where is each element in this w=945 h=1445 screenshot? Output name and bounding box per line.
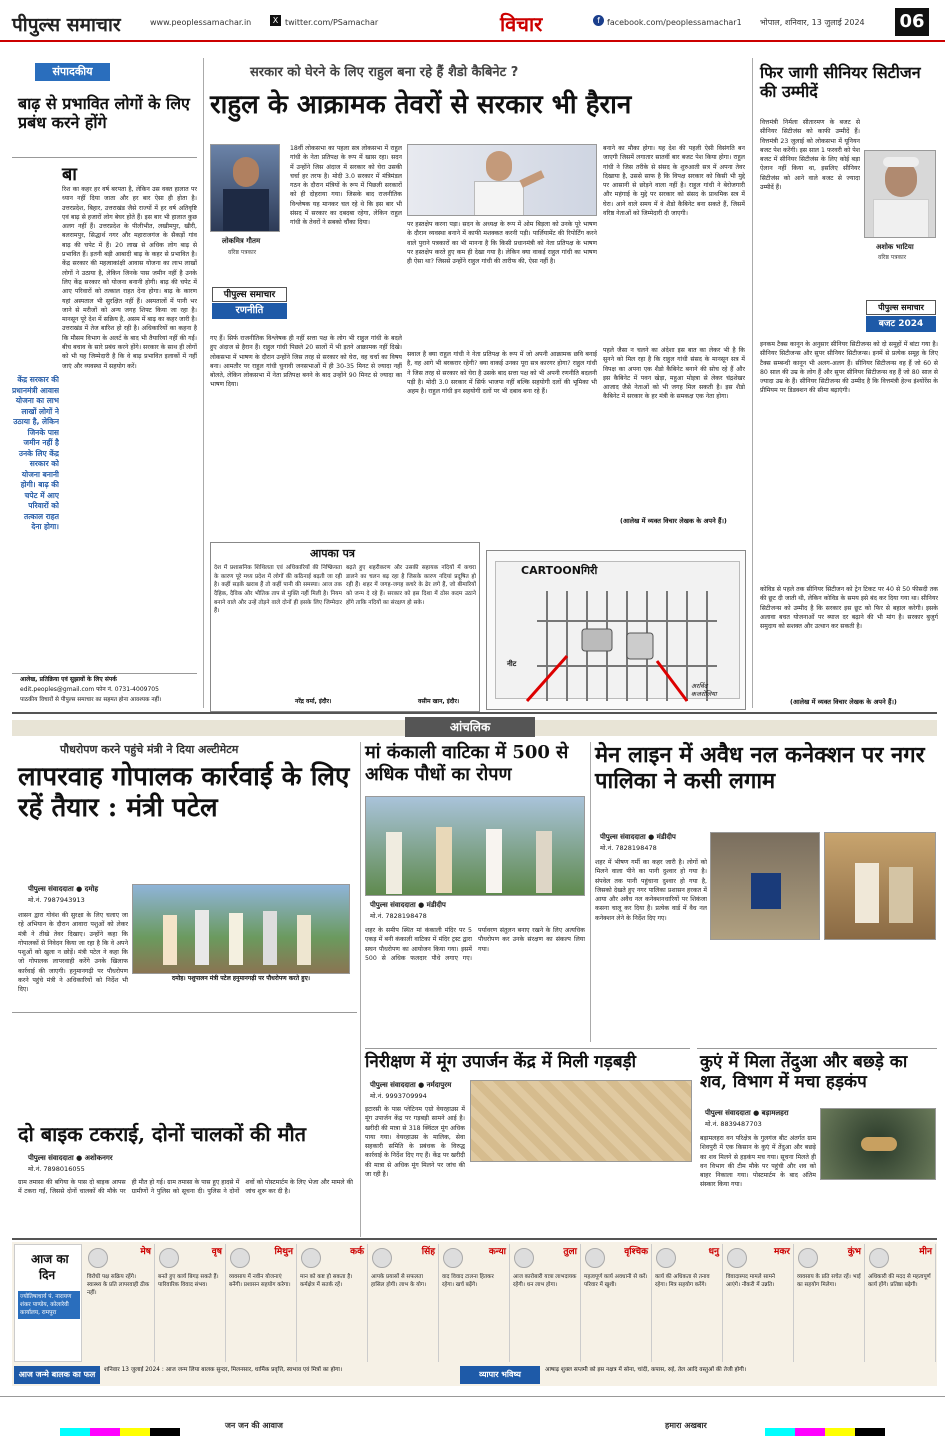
budget-tag: बजट 2024 [866,316,936,332]
s5-headline: कुएं में मिला तेंदुआ और बछड़े का शव, विभाग में मचा हड़कंप [700,1052,908,1093]
s1-photo [132,884,350,974]
twitter-icon: X [270,15,281,26]
rashi-text: मान को कष्ट हो सकता है। कर्मक्षेत्र में सतर्क रहें। [300,1274,353,1289]
s2-body: शहर के समीप स्थित मां कंकाली मंदिर पर 5 एकड़ में बनी कंकाली वाटिका में मंदिर ट्रस्ट द्वारा सघन पौधरोपण का आयोजन किया गया। इसमें 500 से अधिक फलदार पौधे लगाए गए। पर्यावरण संतुलन बनाए रखने के लिए अत्यधिक पौधरोपण कर उनके संरक्षण का संकल्प लिया गया। [365,927,585,962]
rashi-name: सिंह [421,1247,435,1257]
rashi-cell [723,1244,794,1362]
rashi-name: मीन [919,1247,932,1257]
rashi-name: वृष [211,1247,222,1257]
rashi-text: कार्य की अधिकता से तनाव रहेगा। मित्र सहयोग करेंगे। [655,1274,710,1289]
lead-col2b: सवाल है क्या राहुल गांधी ने नेता प्रतिपक्ष के रूप में जो अपनी आक्रामक छवि बनाई है, वह आगे भी बरकरार रहेगी? क्या वाकई उनका पूरा सत्र कारगर होगा? राहुल गांधी ने जिस तरह से सरकार को घेरा है उसके बाद सत्ता पक्ष को भी अपनी रणनीति बदलनी पड़ी है। मोदी 3.0 सरकार में सिर्फ भाजपा नहीं बल्कि सहयोगी दलों की भूमिका भी अहम है। राहुल गांधी इन सहयोगी दलों पर भी दबाव बना रहे हैं। [407,351,597,396]
s1-phone: मो.नं. 7987943913 [28,896,85,904]
rashi-text: विवादास्पद मामले सामने आएंगे। नौकरी में उन्नति। [726,1274,776,1289]
divider [365,1048,690,1049]
horoscope-title-1: आज का [31,1252,69,1266]
zodiac-icon [869,1248,889,1268]
column-rule [590,742,591,1042]
rashi-text: आज कारोबारी यात्रा लाभदायक रहेगी। धन लाभ होगा। [513,1274,577,1289]
page-number: 06 [895,8,929,36]
rashi-name: कन्या [488,1247,506,1257]
lead-col1b: गए हैं। सिर्फ राजनीतिक विश्लेषक ही नहीं सत्ता पक्ष के लोग भी राहुल गांधी के बदले हुए अंदाज से हैरान हैं। राहुल गांधी पिछले 20 सालों में भी इतने आक्रामक नहीं दिखे। लोकसभा में भाषण के दौरान उन्होंने जिस तरह से सरकार को घेरा, वह चर्चा का विषय बना। आमतौर पर राहुल गांधी चुनावी जनसभाओं में ही 30-35 मिनट से ज्यादा नहीं बोलते, लेकिन लोकसभा में नेता प्रतिपक्ष बनने के बाद उन्होंने 90 मिनट से ज्यादा का भाषण दिया। [210,335,402,389]
cartoon-artist: अरविंद कजरोलिया [691,682,717,698]
s5-photo [820,1108,936,1180]
editorial-body: रिश का कहर हर वर्ष बरपता है, लेकिन उस वक्त हालात पर ध्यान नहीं दिया जाता और हर बार ऐसा ही होता है। उत्तरप्रदेश, बिहार, उत्तराखंड जैसे राज्यों में हर वर्ष अतिवृष्टि एवं बाढ़ से हजारों लोग बेघर होते हैं। इस बार भी हालात कुछ अलग नहीं हैं। उत्तरप्रदेश के पीलीभीत, लखीमपुर, खीरी, बलरामपुर, सिद्धार्थ नगर और महाराजगंज के सैकड़ों गांव बाढ़ की चपेट में हैं। 20 लाख से अधिक लोग बाढ़ से प्रभावित हैं। इतनी बड़ी आबादी बाढ़ के कहर से प्रभावित है। केंद्र सरकार की महत्वाकांक्षी आवास योजना का लाभ लाखों लोगों ने उठाया है, लेकिन जिनके पास जमीन नहीं है उनके लिए केंद्र सरकार को योजना बनानी होगी। बाढ़ की चपेट में आए परिवारों को तत्काल राहत देना होगा। बाढ़ के कारण यहां अस्पताल भी सुरक्षित नहीं हैं। अस्पतालों में पानी भर जाने से मरीजों को अन्य जगह शिफ्ट किया जा रहा है। मानसून पूरे देश में सक्रिय है, असम में बाढ़ का कहर जारी है। उत्तराखंड में तेज बारिश हो रही है। अधिकारियों का कहना है कि मौसम विभाग के अलर्ट के बाद भी तैयारियां नहीं की गईं। बीच बचाव के सारे प्रबंध करने होंगे। सरकार के साथ ही लोगों को भी यह जिम्मेदारी है कि वे बाढ़ प्रभावित इलाकों में नहीं जाएं और व्यवस्था में सहयोग करें। [62,186,197,370]
s3-body-b [470,1165,692,1235]
s3-byline: पीपुल्स संवाददाता ● नर्मदापुरम [370,1081,452,1089]
section-rule [12,1238,937,1240]
rashi-cell [439,1244,510,1362]
lead-headline: राहुल के आक्रामक तेवरों से सरकार भी हैरान [210,90,632,120]
lead-col2: पर हस्तक्षेप करना पड़ा। सदन के अध्यक्ष के रूप में ओम बिड़ला को उनके पूरे भाषण के दौरान व्यवस्था बनाने में काफी मशक्कत करनी पड़ी। पार्लियामेंट की रिपोर्टिंग करने वाले पुराने पत्रकारों का भी मानना है कि किसी प्रधानमंत्री को नेता प्रतिपक्ष के भाषण पर हस्तक्षेप करते हुए कम ही देखा गया है। लेकिन क्या वाकई राहुल गांधी का भाषण ही ऐसा था? जिससे उन्होंने राहुल गांधी की तारीफ की, ऐसा नहीं है। [407,221,597,266]
divider [697,1048,937,1049]
s2-byline: पीपुल्स संवाददाता ● मंडीदीप [370,901,446,909]
author-role: वरिष्ठ पत्रकार [228,249,257,256]
footer-right: हमारा अखबार [665,1421,707,1430]
dropcap: बा [62,164,77,185]
rashi-name: कर्क [350,1247,364,1257]
zodiac-icon [585,1248,605,1268]
zodiac-icon [230,1248,250,1268]
s6-byline: पीपुल्स संवाददाता ● अशोकनगर [28,1154,113,1162]
s4-photo-2 [824,832,936,940]
budget-brand: पीपुल्स समाचार [866,300,936,315]
rashi-text: विरोधी पक्ष सक्रिय रहेंगे। स्वास्थ्य के प्रति लापरवाही ठीक नहीं। [87,1274,150,1297]
s3-body: इटारसी के पास प्लेटिनम एग्रो वेयरहाउस में मूंग उपार्जन केंद्र पर गड़बड़ी सामने आई है। खरीदी की मात्रा से 318 क्विंटल मूंग अधिक पाया गया। वेयरहाउस के मालिक, सेवा सहकारी समिति के प्रबंधक के विरुद्ध कार्रवाई के निर्देश दिए गए हैं। केंद्र पर खरीदी की मात्रा से अधिक मूंग मिलने पर जांच की जा रही है। [365,1106,465,1179]
regional-tag: आंचलिक [405,717,535,737]
rahul-photo [407,144,597,216]
lead-col1: 18वीं लोकसभा का पहला सत्र लोकसभा में राहुल गांधी के नेता प्रतिपक्ष के रूप में खास रहा। सदन में उन्होंने जिस अंदाज में सरकार को घेरा उसकी चर्चा हर तरफ है। मोदी 3.0 सरकार में मंत्रिमंडल गठन के दौरान मंत्रियों के रूप में पिछली सरकारों को ही दोहराया गया। जिसके बाद राजनीतिक विश्लेषक यह मानकर चल रहे थे कि इस बार भी संसद में सरकार का दबदबा रहेगा, लेकिन राहुल गांधी के तेवरों ने सबको चौंका दिया। [290,145,402,227]
zodiac-icon [443,1248,463,1268]
rashi-name: मिथुन [274,1247,293,1257]
rashi-cell [510,1244,581,1362]
rashi-name: मकर [774,1247,790,1257]
s2-photo [365,796,585,896]
rashi-cell [865,1244,936,1362]
letter-2: बढ़ते हुए शहरीकरण और उसकी सहायक नदियों में कचरा डालने का चलन बढ़ रहा है जिसके कारण नदियां प्रदूषित हो रही हैं। शहर में जगह-जगह कचरे के ढेर लगे हैं, जो बीमारियों को जन्म दे रहे हैं। सरकार को इस दिशा में ठोस कदम उठाने होंगे ताकि नदियों का संरक्षण हो सके। [346,565,476,606]
horoscope-grid [84,1244,936,1362]
column-rule [752,58,753,708]
footer-left: जन जन की आवाज [225,1421,283,1430]
section-rule [12,712,937,714]
divider [12,157,197,158]
s2-phone: मो.नं. 7828198478 [370,912,427,920]
senior-author-photo [864,150,936,238]
rashi-name: धनु [708,1247,719,1257]
letter-1-sign: नरेंद्र वर्मा, इंदौर। [295,698,332,705]
s5-byline: पीपुल्स संवाददाता ● बड़ामलहरा [705,1109,789,1117]
rashi-text: आपके प्रयासों से सफलता हासिल होगी। लाभ के योग। [371,1274,427,1289]
zodiac-icon [656,1248,676,1268]
s1-kicker: पौधरोपण करने पहुंचे मंत्री ने दिया अल्टीमेटम [60,743,239,756]
zodiac-icon [159,1248,179,1268]
rashi-name: तुला [563,1247,577,1257]
website-url[interactable]: www.peoplessamachar.in [150,18,252,27]
birth-forecast-title: आज जन्मे बालक का फल [14,1366,100,1384]
editorial-pull-quote: केंद्र सरकार की प्रधानमंत्री आवास योजना का लाभ लाखों लोगों ने उठाया है, लेकिन जिनके पास जमीन नहीं है उनके लिए केंद्र सरकार को योजना बनानी होगी। बाढ़ की चपेट में आए परिवारों को तत्काल राहत देना होगा। [12,375,59,531]
rashi-cell [155,1244,226,1362]
rashi-cell [297,1244,368,1362]
s4-phone: मो.नं. 7828198478 [600,844,657,852]
s4-body-b [710,944,822,1034]
footer-rule [0,1396,945,1397]
divider [12,1012,357,1013]
letter-1: देश में प्रशासनिक शिथिलता एवं अधिकारियों की निष्क्रियता के कारण पूरे मध्य प्रदेश में लोगों की कठिनाई बढ़ती जा रही है। कहीं सड़कें खराब हैं तो कहीं पानी की समस्या। आज तक दैहिक, दैविक और भौतिक ताप से मुक्ति नहीं मिली है। नियम बनाने वाले और उन्हें तोड़ने वाले दोनों ही इसके लिए जिम्मेदार हैं। [214,565,342,615]
trade-forecast-title: व्यापार भविष्य [460,1366,540,1384]
birth-forecast-text: शनिवार 13 जुलाई 2024 : आज जन्म लिया बालक सुन्दर, मिलनसार, धार्मिक प्रवृत्ति, स्वभाव एवं मित्रों का होगा। [104,1367,343,1373]
editorial-tag: संपादकीय [35,63,110,81]
zodiac-icon [514,1248,534,1268]
s4-headline: मेन लाइन में अवैध नल कनेक्शन पर नगर पालिका ने कसी लगाम [595,742,925,795]
senior-body3: कोविड से पहले तक सीनियर सिटीजन को ट्रेन टिकट पर 40 से 50 फीसदी तक की छूट दी जाती थी, लेकिन कोविड के समय इसे बंद कर दिया गया था। सीनियर सिटीजन्स को उम्मीद है कि सरकार इस छूट को फिर से बहाल करेगी। इसके अलावा बचत योजनाओं पर ब्याज दर बढ़ाने की भी मांग है। सरकार बुजुर्ग समुदाय को सशक्त और उत्थान कर सकती है। [760,586,938,631]
author-name: लोकमित्र गौतम [222,237,261,245]
rashi-cell [794,1244,865,1362]
s1-byline: पीपुल्स संवाददाता ● दमोह [28,885,99,893]
letters-title: आपका पत्र [305,546,360,562]
twitter-url[interactable]: twitter.com/PSamachar [285,18,379,27]
lead-end-note: (आलेख में व्यक्त विचार लेखक के अपने हैं।) [620,517,727,525]
rashi-text: बनते हुए कार्य बिगड़ सकते हैं। पारिवारिक विवाद संभव। [158,1274,219,1289]
senior-author-name: अशोक भाटिया [876,243,914,251]
s2-headline: मां कंकाली वाटिका में 500 से अधिक पौधों का रोपण [365,742,569,785]
zodiac-icon [798,1248,818,1268]
rashi-name: वृश्चिक [624,1247,648,1257]
masthead-logo: पीपुल्स समाचार [12,14,121,36]
horoscope-title-box [14,1244,82,1362]
editorial-footer-disclaimer: पाठकीय विचारों से पीपुल्स समाचार का सहमत होना आवश्यक नहीं। [20,697,162,703]
s6-body: ग्राम तमासा की बगिया के पास दो बाइक आपस में टकरा गईं, जिससे दोनों चालकों की मौके पर ही मौत हो गई। ग्राम तमासा के पास हुए हादसे में ग्रामीणों ने पुलिस को सूचना दी। पुलिस ने दोनों शवों को पोस्टमार्टम के लिए भेजा और मामले की जांच शुरू कर दी है। [18,1179,353,1196]
author-photo [210,144,280,232]
rashi-cell [226,1244,297,1362]
column-rule [203,58,204,708]
column-tag: रणनीति [212,303,287,319]
rashi-name: कुंभ [847,1247,861,1257]
rashi-text: महत्वपूर्ण कार्य अवधानी से करें। परिवार में खुशी। [584,1274,648,1289]
cartoon-label: नीट [507,660,517,668]
facebook-url[interactable]: facebook.com/peoplessamachar1 [607,18,742,27]
senior-body1: वित्तमंत्री निर्मला सीतारमण के बजट से सीनियर सिटीजंस को काफी उम्मीदें हैं। वित्तमंत्री 23 जुलाई को लोकसभा में यूनियन बजट पेश करेंगी। इस साल 1 फरवरी को पेश बजट में सीनियर सिटीजंस के लिए कोई बड़ा ऐलान नहीं किया था, इसलिए सीनियर सिटीजंस को आने वाले बजट से ज्यादा उम्मीदें हैं। [760,119,860,192]
rashi-text: अधिकारी की मदद से महत्वपूर्ण कार्य होंगे। प्रतिष्ठा बढ़ेगी। [868,1274,931,1289]
rashi-name: मेष [140,1247,151,1257]
column-brand: पीपुल्स समाचार [212,287,287,302]
horoscope-astrologer: ज्योतिषाचार्य पं. नारायण शंकर पाण्डेय, कोलारेवी कार्यालय, रामपुरा [18,1291,80,1319]
s1-body-a: शासन द्वारा गोवंश की सुरक्षा के लिए चलाए जा रहे अभियान के दौरान आवारा पशुओं को लेकर मंत्री ने तीखे तेवर दिखाए। उन्होंने कहा कि गोपालकों से निवेदन किया जा रहा है कि वे अपने पशुओं को खुला न छोड़ें। मंत्री पटेल ने कहा कि जो गोपालक लापरवाही करेंगे उनके खिलाफ कार्रवाई की जाएगी। हनुमानगढ़ी पर पौधरोपण करने पहुंचे मंत्री ने अधिकारियों को निर्देश भी दिए। [18,912,128,994]
color-bar-left [60,1428,180,1436]
s3-phone: मो.नं. 9993709994 [370,1092,427,1100]
s5-phone: मो.नं. 8839487703 [705,1120,762,1128]
s5-body: बड़ामलहरा वन परिक्षेत्र के गुलगंज बीट अंतर्गत ग्राम शिवपुरी में एक किसान के कुएं में तेंदुआ और बछड़े का शव मिलने से हड़कंप मच गया। सूचना मिलते ही वन विभाग की टीम मौके पर पहुंची और शव को बाहर निकाला गया। पोस्टमार्टम के बाद अंतिम संस्कार किया गया। [700,1135,816,1189]
zodiac-icon [301,1248,321,1268]
s3-photo [470,1080,692,1162]
facebook-icon: f [593,15,604,26]
s1-caption: दमोह। पशुपालन मंत्री पटेल हनुमानगढ़ी पर पौधरोपण करते हुए। [171,975,311,982]
editorial-title: बाढ़ से प्रभावित लोगों के लिए प्रबंध करने होंगे [18,94,190,133]
rashi-text: वाद विवाद टालना हितकर रहेगा। खर्च बढ़ेंगे। [442,1274,494,1289]
s4-body-c [824,944,936,1034]
rashi-text: व्यवसाय के प्रति सचेत रहें। भाई का सहयोग मिलेगा। [797,1274,861,1289]
senior-headline: फिर जागी सीनियर सिटीजन की उम्मीदें [760,63,921,102]
rashi-cell [368,1244,439,1362]
zodiac-icon [372,1248,392,1268]
s3-headline: निरीक्षण में मूंग उपार्जन केंद्र में मिली गड़बड़ी [365,1052,637,1072]
color-bar-right [765,1428,885,1436]
column-rule [360,742,361,1237]
rashi-cell [652,1244,723,1362]
editorial-footer-email[interactable]: edit.peoples@gmail.com फोन नं. 0731-4009705 [20,686,159,693]
masthead [0,0,945,42]
s6-headline: दो बाइक टकराई, दोनों चालकों की मौत [18,1122,307,1146]
s5-body-b [820,1184,936,1236]
lead-col3: बनाने का मौका होगा। यह देश की पहली ऐसी विसंगति बन जाएगी जिसमें लगातार सातवीं बार बजट पेश किया होगा। राहुल गांधी ने जिस तरीके से संसद के शुरुआती सत्र में अपना तेवर दिखाया है, उससे साफ है कि विपक्ष सरकार को किसी भी मुद्दे पर आसानी से छोड़ने वाला नहीं है। राहुल गांधी ने बेरोजगारी और महंगाई के मुद्दे पर सरकार को संसद के प्राथमिक सत्र में घेरा। आने वाले समय में वे शैडो कैबिनेट बना सकते हैं, जिसमें वरिष्ठ नेताओं को जिम्मेदारी दी जाएगी। [603,145,745,218]
trade-forecast-text: आषाढ़ शुक्ल सप्तमी को इस नक्षत्र में सोना, चांदी, कपास, रुई, तेल आदि वस्तुओं की तेजी होगी। [545,1367,747,1373]
dateline: भोपाल, शनिवार, 13 जुलाई 2024 [760,18,865,27]
s4-photo-1 [710,832,820,940]
senior-body2: इनकम टैक्स कानून के अनुसार सीनियर सिटीजन्स को दो समूहों में बांटा गया है। सीनियर सिटीजन्स और सुपर सीनियर सिटीजन्स। इनमें से प्रत्येक समूह के लिए टैक्स सम्बन्धी कानून भी अलग-अलग हैं। सीनियर सिटीजन्स वह हैं जो 60 से 80 साल की उम्र के लोग हैं और सुपर सीनियर सिटीजन्स वह हैं जो 80 साल से ज्यादा उम्र के हैं। सीनियर सिटीजन्स की उम्मीद है कि वित्तमंत्री हेल्थ इंश्योरेंस के प्रीमियम पर डिडक्शन की सीमा बढ़ाएंगी। [760,341,938,395]
s1-headline: लापरवाह गोपालक कार्रवाई के लिए रहें तैयार : मंत्री पटेल [18,762,350,823]
s4-byline: पीपुल्स संवाददाता ● मंडीदीप [600,833,676,841]
zodiac-icon [88,1248,108,1268]
rashi-cell [84,1244,155,1362]
section-title: विचार [500,12,543,36]
cartoon-box [486,550,746,710]
rashi-cell [581,1244,652,1362]
divider [12,673,197,674]
editorial-footer-contact: आलेख, प्रतिक्रिया एवं सुझावों के लिए संपर्क [20,676,117,683]
s6-phone: मो.नं. 7898016055 [28,1165,85,1173]
horoscope-title-2: दिन [39,1268,56,1282]
letter-2-sign: वसीम खान, इंदौर। [418,698,460,705]
s1-body-b [132,985,350,1010]
cartoon-title: CARTOONगिरी [521,564,598,577]
senior-author-role: वरिष्ठ पत्रकार [878,254,907,261]
rashi-text: व्यवसाय में नवीन योजनाएं बनेंगी। प्रशासन सहयोग करेगा। [229,1274,291,1289]
lead-col3b: पहले जैसा न चलने का अंदेशा इस बात का लेकर भी है कि सुनने को मिल रहा है कि राहुल गांधी संसद के मानसून सत्र में विपक्ष का अपना एक शैडो कैबिनेट बनाने की सोच रहे हैं और इस कैबिनेट में पवन खेड़ा, महुआ मोइत्रा से लेकर चंद्रशेखर आजाद जैसे नेताओं को भी जगह मिल सकती है। इस शैडो कैबिनेट में सरकार के हर मंत्री के समकक्ष एक नेता होगा। [603,347,745,401]
s4-body: शहर में भीषण गर्मी का कहर जारी है। लोगों को मिलने वाला पीने का पानी दुश्वार हो गया है। संपवेल तक पानी पहुंचाना दुश्वार हो गया है, जिसको देखते हुए नगर पालिका प्रशासन हरकत में आया और अवैध नल कनेक्शनधारियों पर शिकंजा कसना चालू कर दिया है। प्रत्येक वार्ड में वैध नल कनेक्शन लेने के निर्देश दिए गए। [595,859,707,922]
lead-kicker: सरकार को घेरने के लिए राहुल बना रहे हैं शैडो कैबिनेट ? [250,65,519,80]
zodiac-icon [727,1248,747,1268]
senior-end-note: (आलेख में व्यक्त विचार लेखक के अपने हैं।) [790,698,897,706]
